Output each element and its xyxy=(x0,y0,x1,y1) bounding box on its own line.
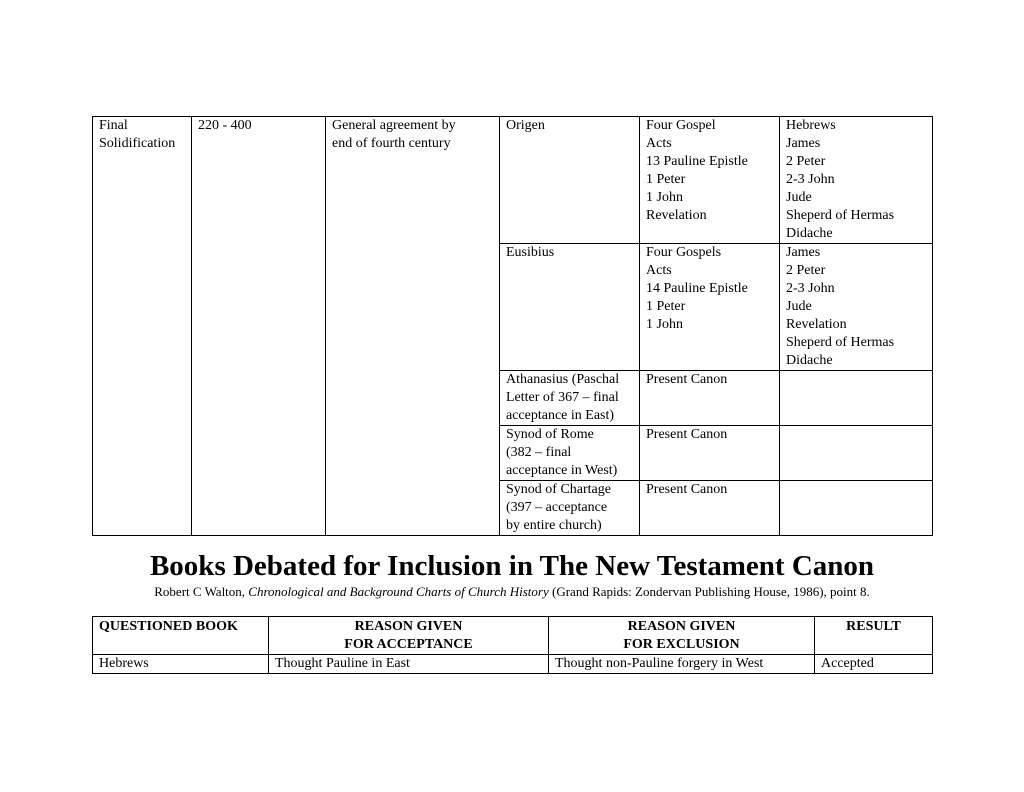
exclusion-reason-cell: Thought non-Pauline forgery in West xyxy=(549,655,815,674)
header-questioned-book: QUESTIONED BOOK xyxy=(93,617,269,655)
disputed-books-cell xyxy=(780,426,933,481)
source-cell: Origen xyxy=(500,117,640,244)
accepted-books-cell: Present Canon xyxy=(640,371,780,426)
disputed-books-cell: James 2 Peter 2-3 John Jude Revelation Sheperd of Hermas Didache xyxy=(780,244,933,371)
accepted-books-cell: Four Gospels Acts 14 Pauline Epistle 1 Peter 1 John xyxy=(640,244,780,371)
section-title: Books Debated for Inclusion in The New Testament Canon xyxy=(149,550,875,582)
table-row xyxy=(93,117,933,244)
source-cell: Athanasius (Paschal Letter of 367 – final acceptance in East) xyxy=(500,371,640,426)
source-cell: Eusibius xyxy=(500,244,640,371)
citation-author: Robert C Walton, xyxy=(154,584,249,599)
dates-cell: 220 - 400 xyxy=(192,117,326,536)
canon-development-table xyxy=(92,116,933,536)
header-reason-exclusion xyxy=(549,617,815,655)
accepted-books-cell: Present Canon xyxy=(640,481,780,536)
period-cell: Final Solidification xyxy=(93,117,192,536)
summary-cell: General agreement by end of fourth century xyxy=(326,117,500,536)
disputed-books-cell xyxy=(780,371,933,426)
citation-work-title: Chronological and Background Charts of Church History xyxy=(248,584,549,599)
header-line: FOR EXCLUSION xyxy=(623,637,740,652)
header-reason-acceptance xyxy=(269,617,549,655)
header-row xyxy=(93,617,933,655)
disputed-books-cell: Hebrews James 2 Peter 2-3 John Jude Sheperd of Hermas Didache xyxy=(780,117,933,244)
source-cell: Synod of Chartage (397 – acceptance by entire church) xyxy=(500,481,640,536)
debated-books-table xyxy=(92,616,933,674)
disputed-books-cell xyxy=(780,481,933,536)
result-cell: Accepted xyxy=(815,655,933,674)
header-line: REASON GIVEN xyxy=(354,619,463,634)
accepted-books-cell: Present Canon xyxy=(640,426,780,481)
citation-publisher: (Grand Rapids: Zondervan Publishing House, 1986), point 8. xyxy=(548,584,870,599)
table-row xyxy=(93,655,933,674)
book-cell: Hebrews xyxy=(93,655,269,674)
header-result: RESULT xyxy=(815,617,933,655)
header-line: FOR ACCEPTANCE xyxy=(344,637,473,652)
acceptance-reason-cell: Thought Pauline in East xyxy=(269,655,549,674)
header-line: REASON GIVEN xyxy=(627,619,736,634)
citation xyxy=(92,584,932,600)
source-cell: Synod of Rome (382 – final acceptance in West) xyxy=(500,426,640,481)
accepted-books-cell: Four Gospel Acts 13 Pauline Epistle 1 Peter 1 John Revelation xyxy=(640,117,780,244)
